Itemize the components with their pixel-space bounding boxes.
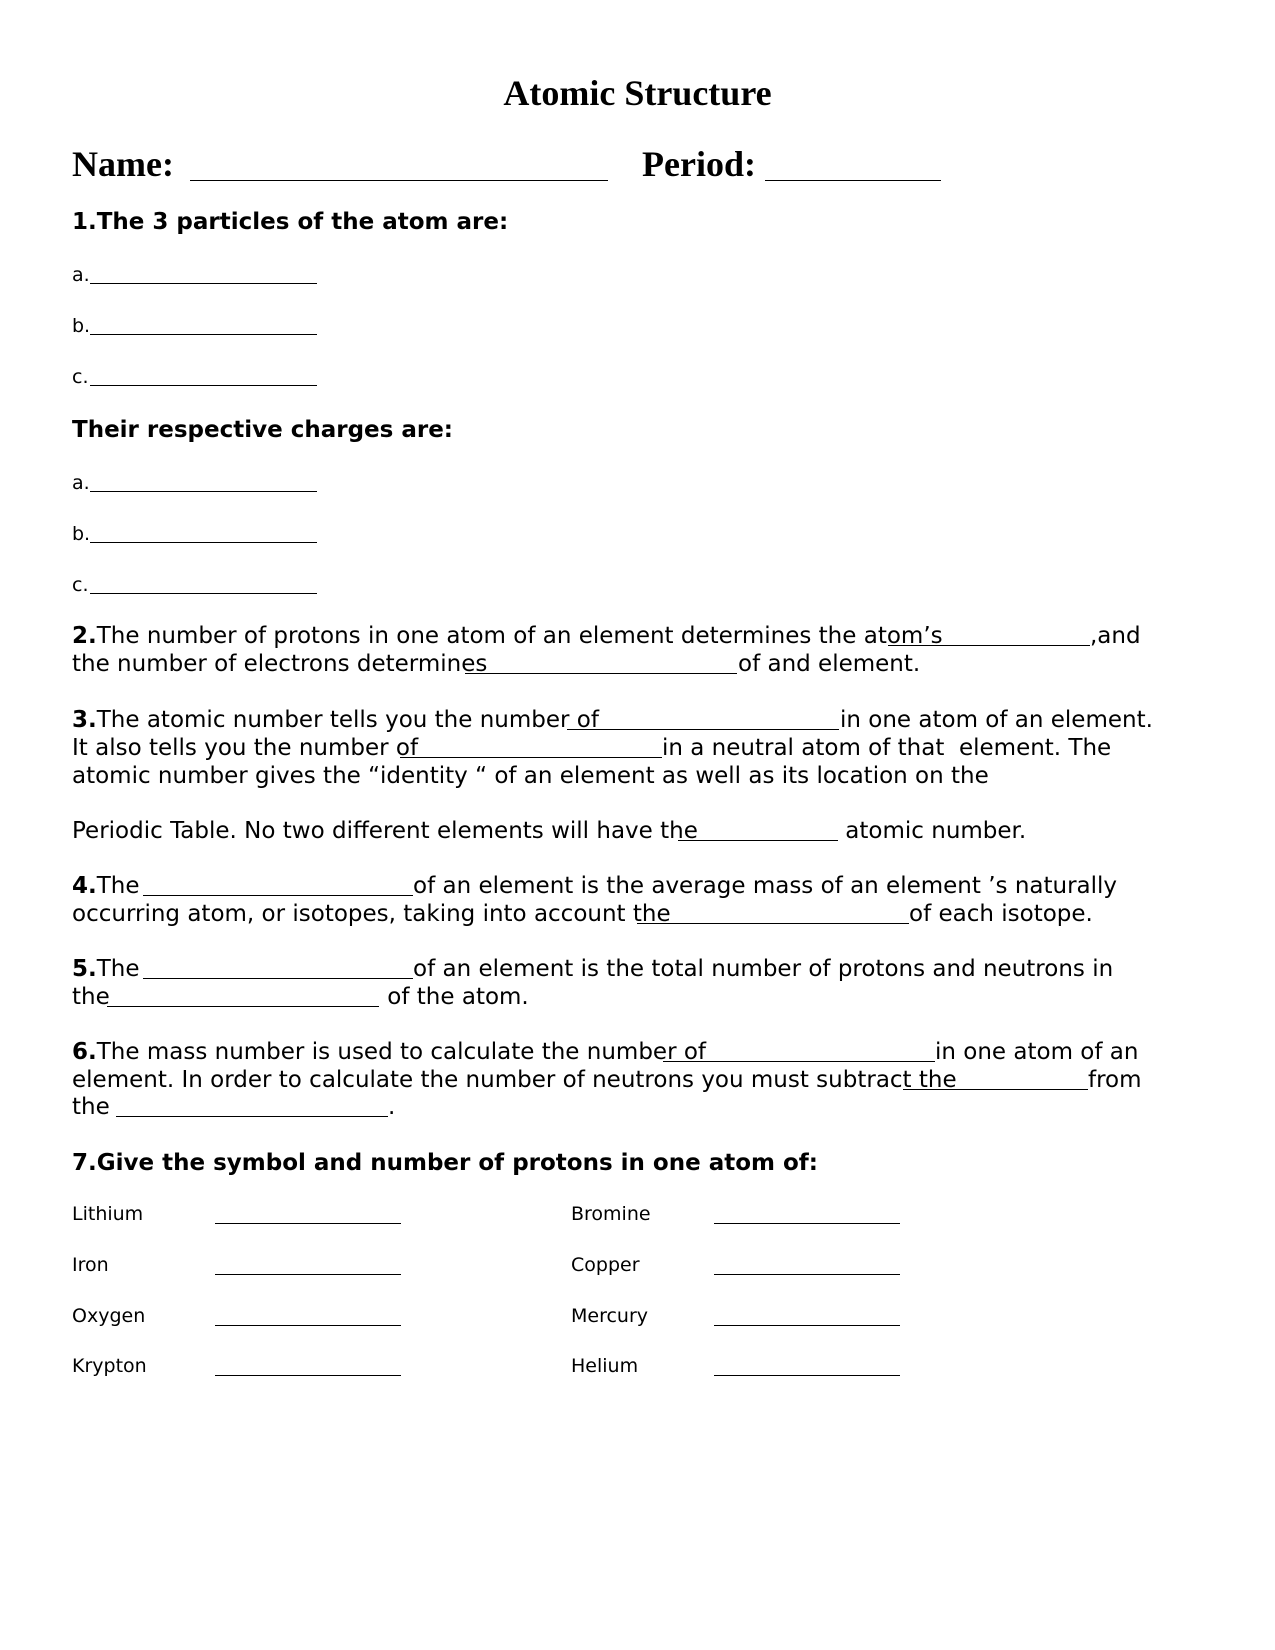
q1-charge-c-label: c. [72,574,89,596]
q1-charge-a-field[interactable] [90,491,317,492]
q7-blank-bromine[interactable] [714,1223,900,1224]
q1-particle-c-label: c. [72,366,89,388]
q1-heading: 1.The 3 particles of the atom are: [72,209,509,235]
q7-element-krypton: Krypton [72,1355,147,1377]
q2-text-2: ,and [1090,623,1141,649]
q5-line-1 [72,955,147,984]
q7-blank-oxygen[interactable] [215,1325,401,1326]
q3-text-1: The atomic number tells you the number of [96,707,607,733]
name-label: Name: [72,144,174,184]
q6-text-1: The mass number is used to calculate the number of [96,1039,714,1065]
q7-heading: 7.Give the symbol and number of protons in one atom of: [72,1150,819,1176]
q6-text-3: element. In order to calculate the number of neutrons you must subtract the [72,1067,964,1093]
q5-text-1: The [96,956,147,982]
q3-blank-2[interactable] [400,757,662,758]
q7-blank-iron[interactable] [215,1274,401,1275]
q1-charges-heading: Their respective charges are: [72,417,453,443]
q1-particle-a-field[interactable] [90,283,317,284]
q6-blank-1[interactable] [663,1061,935,1062]
q3-line-1 [72,706,606,735]
q5-text-4: of the atom. [380,984,529,1010]
q7-blank-helium[interactable] [714,1375,900,1376]
q2-blank-1[interactable] [888,645,1090,646]
q7-element-lithium: Lithium [72,1203,144,1225]
q3-blank-1[interactable] [567,729,839,730]
q6-text-4: from [1088,1067,1142,1093]
q3-text-3: It also tells you the number of [72,735,426,761]
q4-blank-1[interactable] [143,895,413,896]
q5-blank-2[interactable] [107,1006,379,1007]
q2-number: 2. [72,623,97,649]
q1-charge-b-field[interactable] [90,542,317,543]
q1-particle-b-label: b. [72,315,91,337]
q1-charge-c-field[interactable] [90,593,317,594]
q3-text-7: atomic number. [838,818,1027,844]
q7-element-helium: Helium [571,1355,639,1377]
page-title: Atomic Structure [503,73,772,113]
q2-blank-2[interactable] [465,673,737,674]
q1-particle-b-field[interactable] [90,334,317,335]
q3-number: 3. [72,707,97,733]
q2-text-4: of and element. [738,651,921,677]
q4-blank-2[interactable] [637,923,909,924]
q4-line-1 [72,872,147,901]
q3-text-5: atomic number gives the “identity “ of an element as well as its location on the [72,763,989,789]
q6-line-1 [72,1038,713,1067]
q7-element-mercury: Mercury [571,1305,649,1327]
q7-element-iron: Iron [72,1254,109,1276]
q7-element-oxygen: Oxygen [72,1305,146,1327]
q6-text-2: in one atom of an [935,1039,1139,1065]
q7-blank-krypton[interactable] [215,1375,401,1376]
q5-text-2: of an element is the total number of protons and neutrons in [413,956,1114,982]
q6-text-6: . [388,1094,396,1120]
q2-line-1 [72,622,950,651]
q7-element-copper: Copper [571,1254,640,1276]
period-field[interactable] [765,180,941,181]
q6-number: 6. [72,1039,97,1065]
q1-particle-a-label: a. [72,264,90,286]
q7-element-bromine: Bromine [571,1203,651,1225]
name-field[interactable] [190,180,608,181]
q3-text-2: in one atom of an element. [840,707,1153,733]
q3-text-4: in a neutral atom of that element. The [662,735,1112,761]
q7-blank-lithium[interactable] [215,1223,401,1224]
q3-text-6: Periodic Table. No two different elements will have the [72,818,706,844]
q4-text-3: occurring atom, or isotopes, taking into account the [72,901,678,927]
q1-particle-c-field[interactable] [90,385,317,386]
q3-blank-3[interactable] [678,840,838,841]
q2-text-3: the number of electrons determines [72,651,495,677]
q7-blank-copper[interactable] [714,1274,900,1275]
q4-text-1: The [96,873,147,899]
q4-text-4: of each isotope. [909,901,1093,927]
q4-number: 4. [72,873,97,899]
q6-blank-2[interactable] [903,1089,1088,1090]
q2-text-1: The number of protons in one atom of an element determines the atom’s [96,623,950,649]
period-label: Period: [642,144,756,184]
q6-text-5: the [72,1094,118,1120]
q1-charge-b-label: b. [72,523,91,545]
q5-blank-1[interactable] [143,978,413,979]
q5-number: 5. [72,956,97,982]
q1-charge-a-label: a. [72,472,90,494]
q7-blank-mercury[interactable] [714,1325,900,1326]
q6-blank-3[interactable] [116,1116,388,1117]
q4-text-2: of an element is the average mass of an element ’s naturally [413,873,1118,899]
q5-text-3: the [72,984,110,1010]
